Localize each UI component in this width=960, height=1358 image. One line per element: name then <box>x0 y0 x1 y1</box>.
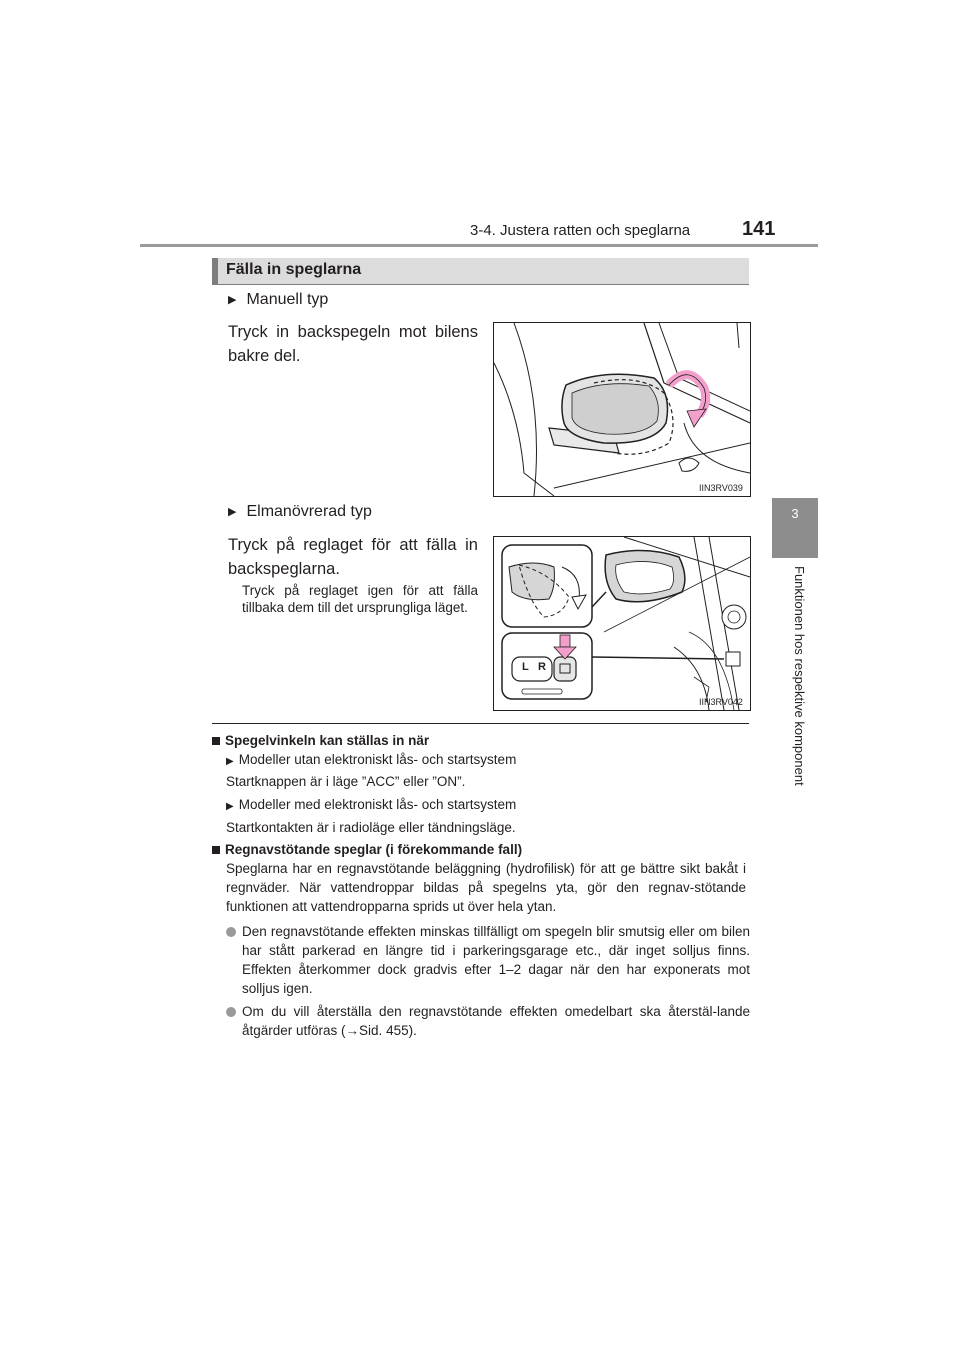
section-heading-accent <box>212 258 218 284</box>
chapter-number: 3 <box>791 506 799 521</box>
manual-type-label: ▶ Manuell typ <box>228 291 329 308</box>
note-angle-item-1-text: Startknappen är i läge ”ACC” eller ”ON”. <box>226 774 466 789</box>
mirror-switch-illustration <box>494 537 750 710</box>
triangle-right-icon: ▶ <box>226 801 234 812</box>
note-rain-bullet-1: Den regnavstötande effekten minskas tillfälligt om spegeln blir smutsig eller om bilen har stått parkerad en längre tid i parkeringsgarage etc., där inget solljus finns. Effekten återkommer dock gradvis efter 1–2 dagar när den har exponerats mot solljus igen. <box>226 922 750 998</box>
note-angle-item-2-text: Startkontakten är i radioläge eller tändningsläge. <box>226 820 516 835</box>
chapter-tab <box>772 498 818 558</box>
electric-type-subtext: Tryck på reglaget igen för att fälla tillbaka dem till det ursprungliga läget. <box>242 583 478 615</box>
section-heading-underline <box>212 284 749 285</box>
section-heading-bar <box>212 258 749 284</box>
triangle-right-icon: ▶ <box>228 506 237 518</box>
switch-right-label: R <box>538 661 546 673</box>
manual-type-text: Tryck in backspegeln mot bilens bakre del. <box>228 323 478 365</box>
chapter-label: Funktionen hos respektive komponent <box>792 566 807 786</box>
note-rain-bullet-2: Om du vill återställa den regnavstötande effekten omedelbart ska återstäl-lande åtgärder utföras (→Sid. 455). <box>226 1002 750 1040</box>
mirror-fold-illustration <box>494 323 750 496</box>
square-bullet-icon <box>212 846 220 854</box>
circle-bullet-icon <box>226 1007 236 1017</box>
header-rule <box>140 244 818 247</box>
electric-type-text: Tryck på reglaget för att fälla in backspeglarna. <box>228 536 478 578</box>
circle-bullet-icon <box>226 927 236 937</box>
note-angle-item-2-label: ▶ Modeller med elektroniskt lås- och startsystem <box>226 795 750 816</box>
switch-left-label: L <box>522 661 529 673</box>
section-heading: Fälla in speglarna <box>226 261 362 278</box>
page-number: 141 <box>742 218 776 240</box>
note-angle-item-1-label: ▶ Modeller utan elektroniskt lås- och startsystem <box>226 750 750 771</box>
note-angle-heading: Spegelvinkeln kan ställas in när <box>212 731 752 750</box>
triangle-right-icon: ▶ <box>228 294 237 306</box>
header-title: 3-4. Justera ratten och speglarna <box>470 222 691 239</box>
square-bullet-icon <box>212 737 220 745</box>
notes-divider <box>212 723 749 724</box>
electric-type-label: ▶ Elmanövrerad typ <box>228 503 372 520</box>
figure-code: IIN3RV039 <box>699 483 743 493</box>
triangle-right-icon: ▶ <box>226 756 234 767</box>
manual-mirror-figure <box>493 322 751 497</box>
note-rain-intro: Speglarna har en regnavstötande beläggning (hydrofilisk) för att ge bättre sikt bakåt i regnväder. När vattendroppar bildas på spegelns yta, gör den regnav-stötande funktionen att vattendropparna sprids ut över hela ytan. <box>226 861 746 914</box>
figure-code: IIN3RV042 <box>699 697 743 707</box>
electric-mirror-figure <box>493 536 751 711</box>
note-rain-heading: Regnavstötande speglar (i förekommande fall) <box>212 840 752 859</box>
